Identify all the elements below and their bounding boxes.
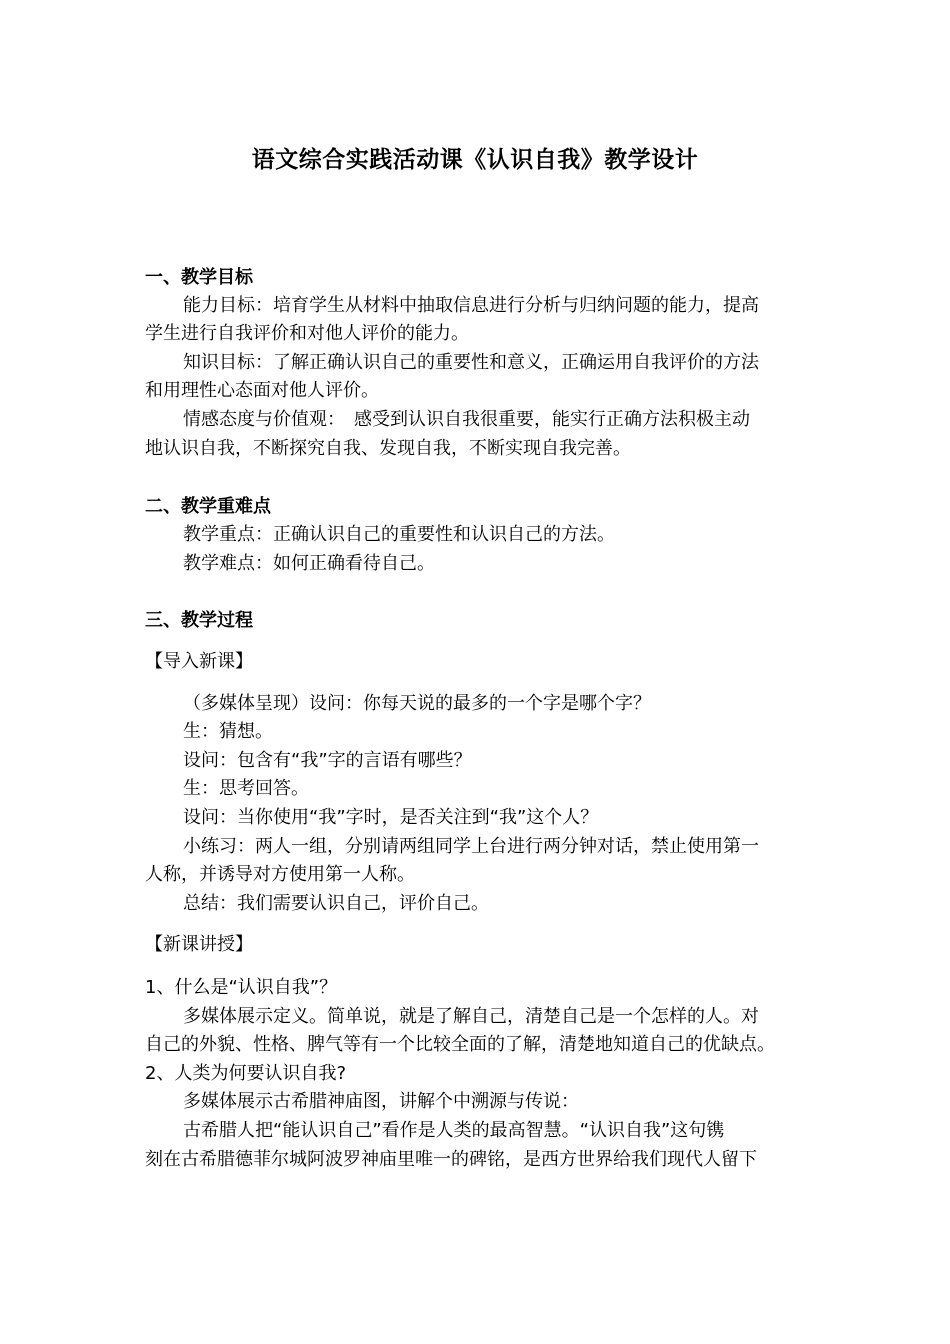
subsection-label-new-lesson: 【新课讲授】 xyxy=(145,934,253,955)
paragraph-line: 生：思考回答。 xyxy=(183,778,309,799)
paragraph-line: 多媒体展示定义。简单说，就是了解自己，清楚自己是一个怎样的人。对 xyxy=(183,1006,759,1027)
paragraph-line: 知识目标：了解正确认识自己的重要性和意义，正确运用自我评价的方法 xyxy=(183,352,759,373)
paragraph-line: 多媒体展示古希腊神庙图，讲解个中溯源与传说： xyxy=(183,1091,579,1112)
document-title: 语文综合实践活动课《认识自我》教学设计 xyxy=(251,147,699,173)
paragraph-line: 小练习：两人一组，分别请两组同学上台进行两分钟对话，禁止使用第一 xyxy=(183,836,759,857)
paragraph-line: 设问：包含有“我”字的言语有哪些？ xyxy=(183,750,472,771)
paragraph-line: 能力目标：培育学生从材料中抽取信息进行分析与归纳问题的能力，提高 xyxy=(183,295,759,316)
paragraph-line: 生：猜想。 xyxy=(183,721,273,742)
paragraph-line: 人称，并诱导对方使用第一人称。 xyxy=(145,864,415,885)
paragraph-line: 学生进行自我评价和对他人评价的能力。 xyxy=(145,323,469,344)
paragraph-line: 古希腊人把“能认识自己”看作是人类的最高智慧。“认识自我”这句镌 xyxy=(183,1120,725,1141)
paragraph-line: （多媒体呈现）设问：你每天说的最多的一个字是哪个字？ xyxy=(183,693,651,714)
paragraph-line: 刻在古希腊德菲尔城阿波罗神庙里唯一的碑铭，是西方世界给我们现代人留下 xyxy=(145,1149,757,1170)
paragraph-line: 自己的外貌、性格、脾气等有一个比较全面的了解，清楚地知道自己的优缺点。 xyxy=(145,1034,775,1055)
section-heading-process: 三、教学过程 xyxy=(145,610,253,631)
question-heading: 2、人类为何要认识自我? xyxy=(145,1063,347,1084)
paragraph-line: 教学重点：正确认识自己的重要性和认识自己的方法。 xyxy=(183,524,615,545)
paragraph-line: 教学难点：如何正确看待自己。 xyxy=(183,553,435,574)
subsection-label-intro: 【导入新课】 xyxy=(145,651,253,672)
section-heading-goals: 一、教学目标 xyxy=(145,267,253,288)
paragraph-line: 和用理性心态面对他人评价。 xyxy=(145,380,379,401)
question-heading: 1、什么是“认识自我”？ xyxy=(145,977,338,998)
paragraph-line: 设问：当你使用“我”字时，是否关注到“我”这个人？ xyxy=(183,807,599,828)
section-heading-key-points: 二、教学重难点 xyxy=(145,496,271,517)
paragraph-line: 总结：我们需要认识自己，评价自己。 xyxy=(183,893,489,914)
paragraph-line: 情感态度与价值观： 感受到认识自我很重要，能实行正确方法积极主动 xyxy=(183,409,750,430)
paragraph-line: 地认识自我，不断探究自我、发现自我，不断实现自我完善。 xyxy=(145,438,631,459)
